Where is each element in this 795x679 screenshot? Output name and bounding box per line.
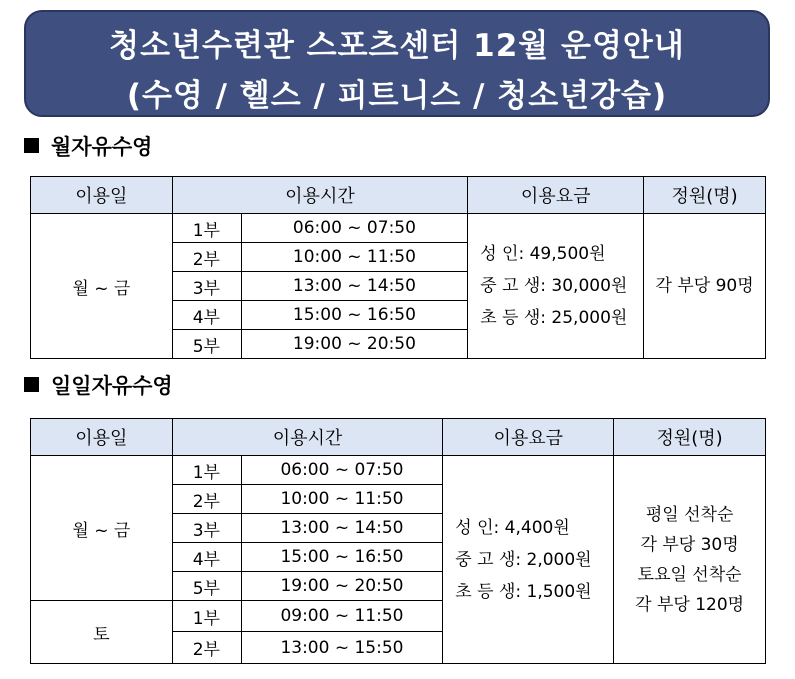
time-cell: 10:00 ~ 11:50 (241, 243, 468, 272)
square-bullet-icon (24, 138, 39, 153)
header-time: 이용시간 (172, 419, 443, 456)
header-capacity: 정원(명) (644, 177, 766, 214)
time-cell: 13:00 ~ 14:50 (241, 272, 468, 301)
fee-middle-high: 중 고 생: 30,000원 (480, 276, 628, 296)
table-row (31, 456, 766, 485)
time-cell: 10:00 ~ 11:50 (241, 485, 443, 514)
day-cell: 월 ~ 금 (31, 214, 173, 359)
part-cell: 2부 (172, 485, 241, 514)
banner-title-line1: 청소년수련관 스포츠센터 12월 운영안내 (109, 28, 685, 64)
monthly-swim-table (30, 176, 766, 359)
header-fee: 이용요금 (443, 419, 614, 456)
fee-adult: 성 인: 49,500원 (480, 244, 606, 264)
section-title: 월자유수영 (51, 135, 153, 159)
part-cell: 1부 (172, 601, 241, 632)
table-header-row (31, 177, 766, 214)
header-day: 이용일 (31, 177, 173, 214)
time-cell: 19:00 ~ 20:50 (241, 572, 443, 601)
time-cell: 06:00 ~ 07:50 (241, 456, 443, 485)
time-cell: 13:00 ~ 15:50 (241, 632, 443, 664)
capacity-line: 토요일 선착순 (637, 564, 742, 585)
capacity-line: 평일 선착순 (645, 504, 734, 525)
fee-adult: 성 인: 4,400원 (455, 517, 570, 538)
part-cell: 1부 (172, 456, 241, 485)
part-cell: 5부 (172, 330, 241, 359)
time-cell: 13:00 ~ 14:50 (241, 514, 443, 543)
part-cell: 2부 (172, 243, 241, 272)
time-cell: 06:00 ~ 07:50 (241, 214, 468, 243)
time-cell: 15:00 ~ 16:50 (241, 301, 468, 330)
banner-title-line2: (수영 / 헬스 / 피트니스 / 청소년강습) (126, 78, 668, 114)
part-cell: 4부 (172, 543, 241, 572)
capacity-line: 각 부당 90명 (655, 276, 754, 296)
fee-cell (468, 214, 644, 359)
part-cell: 3부 (172, 514, 241, 543)
capacity-line: 각 부당 120명 (635, 594, 745, 615)
fee-elementary: 초 등 생: 1,500원 (455, 581, 592, 602)
part-cell: 1부 (172, 214, 241, 243)
part-cell: 5부 (172, 572, 241, 601)
daily-swim-table (30, 418, 766, 664)
day-cell: 월 ~ 금 (31, 456, 173, 601)
part-cell: 4부 (172, 301, 241, 330)
table-row (31, 214, 766, 243)
fee-middle-high: 중 고 생: 2,000원 (455, 549, 592, 570)
time-cell: 09:00 ~ 11:50 (241, 601, 443, 632)
header-time: 이용시간 (172, 177, 468, 214)
fee-cell (443, 456, 614, 664)
section-heading-daily (24, 370, 173, 400)
time-cell: 15:00 ~ 16:50 (241, 543, 443, 572)
title-banner (24, 10, 770, 117)
fee-elementary: 초 등 생: 25,000원 (480, 308, 628, 328)
part-cell: 3부 (172, 272, 241, 301)
section-heading-monthly (24, 131, 152, 161)
part-cell: 2부 (172, 632, 241, 664)
time-cell: 19:00 ~ 20:50 (241, 330, 468, 359)
square-bullet-icon (24, 377, 39, 392)
capacity-line: 각 부당 30명 (640, 534, 739, 555)
header-capacity: 정원(명) (614, 419, 766, 456)
day-cell: 토 (31, 601, 173, 664)
header-day: 이용일 (31, 419, 173, 456)
capacity-cell (644, 214, 766, 359)
header-fee: 이용요금 (468, 177, 644, 214)
section-title: 일일자유수영 (51, 374, 173, 398)
table-header-row (31, 419, 766, 456)
capacity-cell (614, 456, 766, 664)
